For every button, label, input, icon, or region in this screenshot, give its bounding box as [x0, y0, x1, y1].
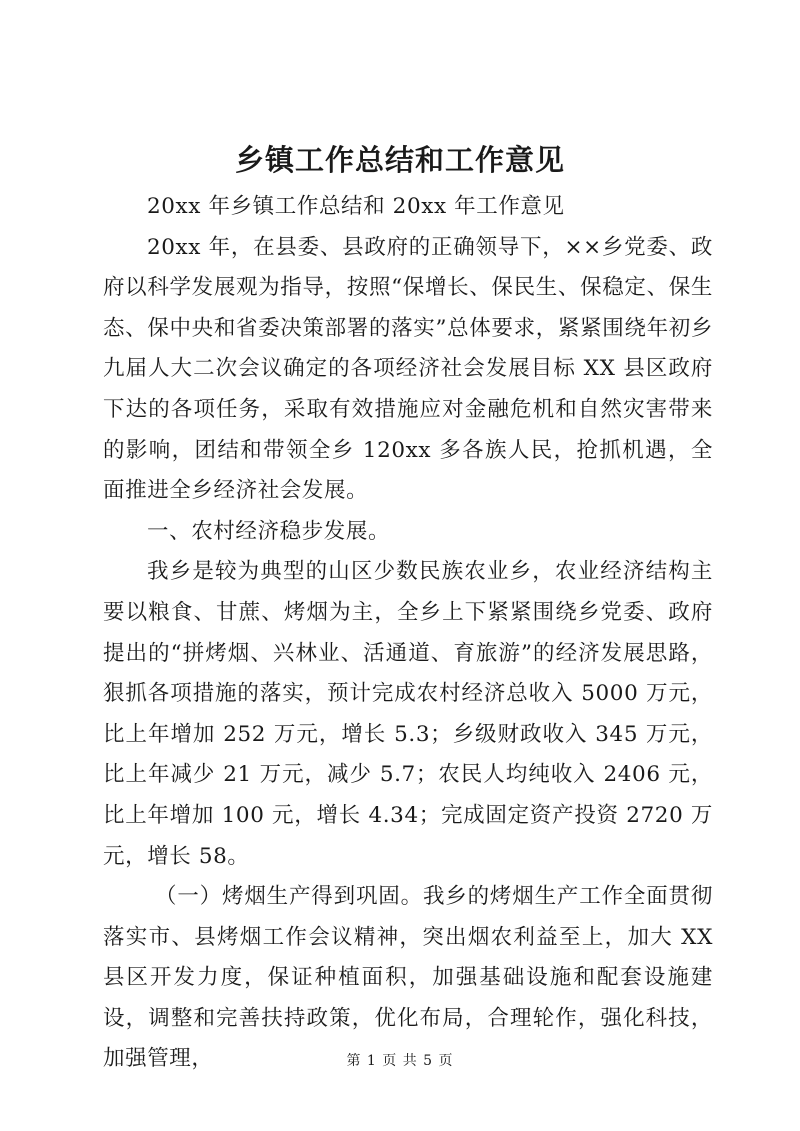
page-footer: 第 1 页 共 5 页: [346, 1053, 454, 1069]
document-body: [103, 187, 713, 1080]
intro-paragraph: 20xx 年，在县委、县政府的正确领导下，××乡党委、政府以科学发展观为指导，按照“保增长、保民生、保稳定、保生态、保中央和省委决策部署的落实”总体要求，紧紧围绕年初乡九届人大二次会议确定的各项经济社会发展目标 XX 县区政府下达的各项任务，采取有效措施应对金融危机和自然灾害带来的影响，团结和带领全乡 120xx 多各族人民，抢抓机遇，全面推进全乡经济社会发展。: [103, 234, 713, 504]
document-title: 乡镇工作总结和工作意见: [234, 143, 565, 177]
economy-paragraph: 我乡是较为典型的山区少数民族农业乡，农业经济结构主要以粮食、甘蔗、烤烟为主，全乡上下紧紧围绕乡党委、政府提出的“拼烤烟、兴林业、活通道、育旅游”的经济发展思路，狠抓各项措施的落实，预计完成农村经济总收入 5000 万元，比上年增加 252 万元，增长 5.3；乡级财政收入 345 万元，比上年减少 21 万元，减少 5.7；农民人均纯收入 2406 元，比上年增加 100 元，增长 4.34；完成固定资产投资 2720 万元，增长 58。: [103, 559, 713, 869]
section-heading: 一、农村经济稳步发展。: [147, 518, 391, 544]
tobacco-paragraph: （一）烤烟生产得到巩固。我乡的烤烟生产工作全面贯彻落实市、县烤烟工作会议精神，突出烟农利益至上，加大 XX 县区开发力度，保证种植面积，加强基础设施和配套设施建设，调整和完善扶持政策，优化布局，合理轮作，强化科技，加强管理，: [103, 884, 713, 1072]
subtitle-paragraph: 20xx 年乡镇工作总结和 20xx 年工作意见: [147, 194, 565, 219]
